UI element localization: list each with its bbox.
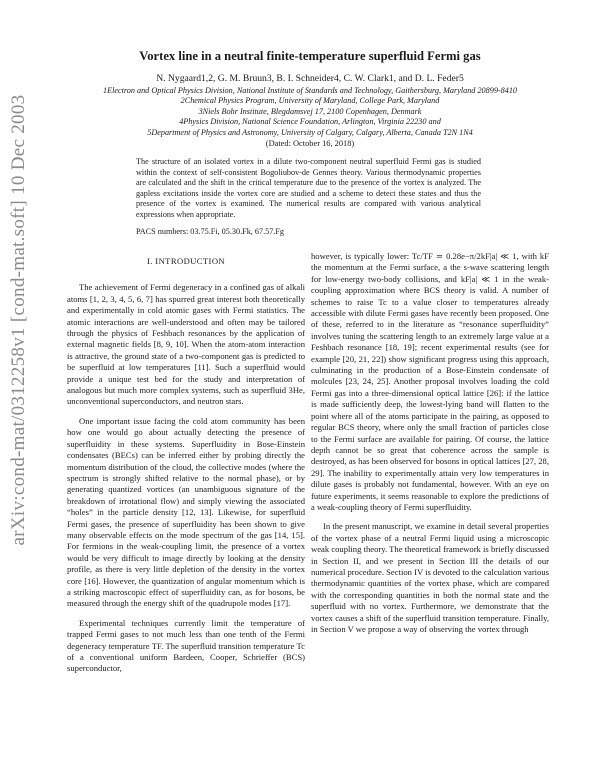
affiliation: 3Niels Bohr Institute, Blegdamsvej 17, 2100 Copenhagen, Denmark bbox=[198, 106, 422, 116]
affiliations bbox=[40, 86, 580, 138]
paper-title: Vortex line in a neutral finite-temperature superfluid Fermi gas bbox=[139, 49, 481, 63]
affiliation: 5Department of Physics and Astronomy, University of Calgary, Calgary, Alberta, Canada T2N 1N4 bbox=[147, 127, 473, 137]
abstract: The structure of an isolated vortex in a dilute two-component neutral superfluid Fermi gas is studied within the context of self-consistent Bogoliubov-de Gennes theory. Various thermodynamic properties are calculated and the shift in the critical temperature due to the presence of the vortex is analyzed. The gapless excitations inside the vortex core are studied and a scheme to detect these states and thus the presence of the vortex is examined. The numerical results are compared with various analytical expressions when appropriate. bbox=[136, 157, 481, 219]
date-line: (Dated: October 16, 2018) bbox=[265, 139, 355, 148]
paragraph: The achievement of Fermi degeneracy in a confined gas of alkali atoms [1, 2, 3, 4, 5, 6, 7] has spurred great interest both theoretically and experimentally in cold atomic gases with Fermi statistics. The atomic interactions are well-understood and often may be tailored through the physics of Feshbach resonances by the application of external magnetic fields [8, 9, 10]. When the atom-atom interaction is attractive, the ground state of a two-component gas is predicted to be superfluid at low temperatures [11]. Such a superfluid would provide a unique test bed for the study and interpretation of analogous but much more complex systems, such as superfluid 3He, unconventional superconductors, and neutron stars. bbox=[67, 282, 305, 407]
affiliation: 2Chemical Physics Program, University of Maryland, College Park, Maryland bbox=[180, 96, 440, 106]
arxiv-identifier: arXiv:cond-mat/0312258v1 [cond-mat.soft] 10 Dec 2003 bbox=[8, 94, 29, 546]
right-column bbox=[311, 251, 549, 643]
author-list: N. Nygaard1,2, G. M. Bruun3, B. I. Schneider4, C. W. Clark1, and D. L. Feder5 bbox=[156, 73, 464, 84]
paragraph: Experimental techniques currently limit the temperature of trapped Fermi gases to not much less than one tenth of the Fermi degeneracy temperature TF. The superfluid transition temperature Tc of a conventional uniform Bardeen, Cooper, Schrieffer (BCS) superconductor, bbox=[67, 617, 305, 674]
left-column bbox=[67, 256, 305, 683]
section-heading: I. INTRODUCTION bbox=[146, 256, 226, 266]
paragraph: however, is typically lower: Tc/TF ≃ 0.28e−π/2kF|a| ≪ 1, with kF the momentum at the Fermi surface, a the s-wave scattering length for low-energy two-body collisions, and kF|a| ≪ 1 in the weak-coupling approximation where BCS theory is valid. A number of schemes to raise Tc to a value closer to temperatures already accessible with dilute Fermi gases have recently been proposed. One of these, referred to in the literature as “resonance superfluidity” involves tuning the scattering length to an extremely large value at a Feshbach resonance [18, 19]; recent experimental results (see for example [20, 21, 22]) show significant progress using this approach, culminating in the production of a Bose-Einstein condensate of molcules [23, 24, 25]. Another proposal involves loading the cold Fermi gas into a three-dimensional optical lattice [26]: if the lattice is made sufficiently deep, the lowest-lying band will flatten to the point where all of the atoms participate in the pairing, as opposed to regular BCS theory, where only the small fraction of particles close to the Fermi surface are available for pairing. Of course, the lattice depth cannot be so great that coherence across the sample is destroyed, as has been observed for bosons in optical lattices [27, 28, 29]. The inability to experimentally attain very low temperatures in dilute gases is probably not fundamental, however. With an eye on future experiments, it seems reasonable to explore the predictions of a weak-coupling theory of Fermi superfluidity. bbox=[311, 251, 549, 512]
paragraph: One important issue facing the cold atom community has been how one would go about actually detecting the presence of superfluidity in these systems. Superfluidity in Bose-Einstein condensates (BECs) can be inferred either by probing directly the momentum distribution of the cloud, the collective modes (where the spectrum is strongly shifted relative to the normal phase), or by generating quantized vortices (an unambiguous signature of the breakdown of irrotational flow) and simply viewing the associated “holes” in the particle density [12, 13]. Likewise, for superfluid Fermi gases, the presence of superfluidity has been shown to give many observable effects on the mode spectrum of the gas [14, 15]. For fermions in the weak-coupling limit, the presence of a vortex would be very difficult to image directly by looking at the density profile, as there is very little depletion of the density in the vortex core [16]. However, the quantization of angular momentum which is a striking macroscopic effect of superfluidity can, as for bosons, be measured through the energy shift of the quadrupole modes [17]. bbox=[67, 415, 305, 609]
pacs-numbers: PACS numbers: 03.75.Fi, 05.30.Fk, 67.57.Fg bbox=[136, 227, 285, 236]
arxiv-sidebar bbox=[2, 40, 36, 600]
paragraph: In the present manuscript, we examine in detail several properties of the vortex phase of a neutral Fermi liquid using a microscopic weak coupling theory. The theoretical framework is briefly discussed in Section II, and we present in Section III the details of our numerical procedure. Section IV is devoted to the calculation various thermodynamic quantities of the vortex phase, which are compared with the corresponding quantities in both the normal state and the superfluid with no vortex. Furthermore, we demonstrate that the vortex causes a shift of the superfluid transition temperature. Finally, in Section V we propose a way of observing the vortex through bbox=[311, 521, 550, 634]
affiliation: 1Electron and Optical Physics Division, National Institute of Standards and Technology, Gaithersburg, Maryland 20899-8410 bbox=[102, 86, 518, 95]
affiliation: 4Physics Division, National Science Foundation, Arlington, Virginia 22230 and bbox=[179, 117, 441, 127]
